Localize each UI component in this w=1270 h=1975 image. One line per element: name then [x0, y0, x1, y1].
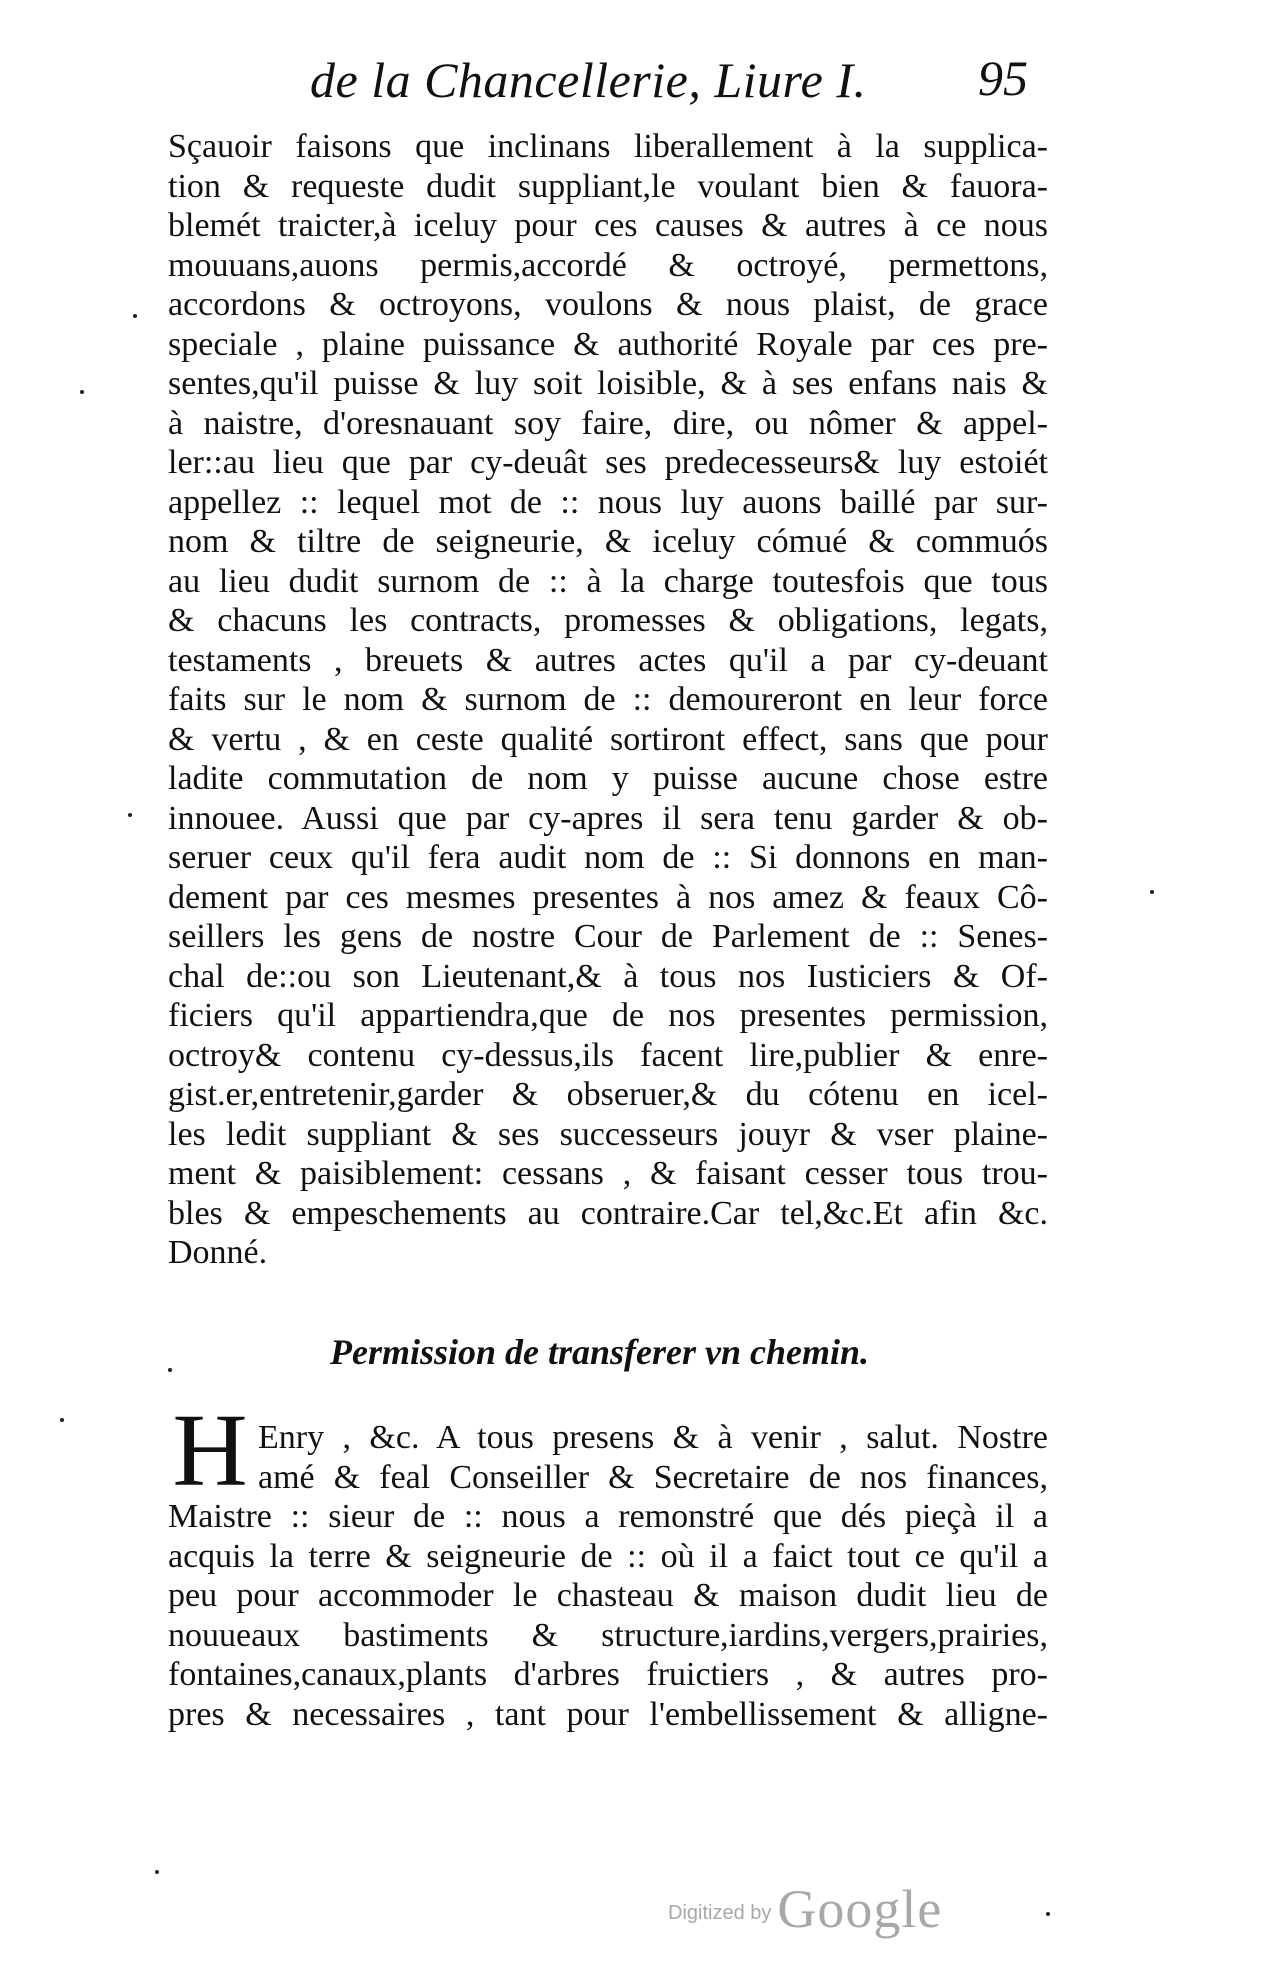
- text-line: innouee. Aussi que par cy-apres il sera tenu garder & ob-: [168, 799, 1048, 837]
- ink-speck: [133, 314, 137, 318]
- text-line: Sçauoir faisons que inclinans liberallement à la supplica-: [168, 128, 1048, 165]
- ink-speck: [128, 813, 132, 817]
- text-line: ladite commutation de nom y puisse aucune chose estre: [168, 760, 1048, 797]
- text-line: ment & paisiblement: cessans , & faisant cesser tous trou-: [168, 1155, 1048, 1192]
- text-line: à naistre, d'oresnauant soy faire, dire, ou nômer & appel-: [168, 404, 1048, 442]
- page-number: 95: [978, 50, 1028, 106]
- text-line: octroy& contenu cy-dessus,ils facent lire,publier & enre-: [168, 1036, 1048, 1074]
- ink-speck: [1150, 890, 1154, 894]
- text-line: fontaines,canaux,plants d'arbres fruictiers , & autres pro-: [168, 1656, 1048, 1693]
- running-title: de la Chancellerie, Liure I.: [310, 52, 867, 108]
- ink-speck: [60, 1418, 64, 1422]
- text-line: & vertu , & en ceste qualité sortiront effect, sans que pour: [168, 720, 1048, 758]
- text-line: faits sur le nom & surnom de :: demoureront en leur force: [168, 681, 1048, 718]
- text-line: seruer ceux qu'il fera audit nom de :: Si donnons en man-: [168, 839, 1048, 876]
- text-line: nom & tiltre de seigneurie, & iceluy cómué & commuós: [168, 523, 1048, 560]
- text-line: au lieu dudit surnom de :: à la charge toutesfois que tous: [168, 562, 1048, 600]
- text-line: pres & necessaires , tant pour l'embellissement & alligne-: [168, 1695, 1048, 1733]
- text-line: Donné.: [168, 1234, 268, 1271]
- text-line: & chacuns les contracts, promesses & obligations, legats,: [168, 602, 1048, 639]
- ink-speck: [1046, 1912, 1050, 1916]
- text-line: chal de::ou son Lieutenant,& à tous nos Iusticiers & Of-: [168, 957, 1048, 995]
- text-line: gist.er,entretenir,garder & obseruer,& du cótenu en icel-: [168, 1076, 1048, 1113]
- text-line: peu pour accommoder le chasteau & maison dudit lieu de: [168, 1577, 1048, 1614]
- digitized-watermark: [668, 1878, 1028, 1948]
- text-line: testaments , breuets & autres actes qu'il a par cy-deuant: [168, 641, 1048, 679]
- text-line: accordons & octroyons, voulons & nous plaist, de grace: [168, 286, 1048, 323]
- text-line: blemét traicter,à iceluy pour ces causes & autres à ce nous: [168, 207, 1048, 244]
- watermark-caption: Digitized by: [668, 1902, 772, 1924]
- google-logo: Google: [777, 1879, 943, 1939]
- ink-speck: [168, 1368, 172, 1372]
- text-line: sentes,qu'il puisse & luy soit loisible, & à ses enfans nais &: [168, 365, 1048, 402]
- ink-speck: [80, 390, 84, 394]
- text-line: mouuans,auons permis,accordé & octroyé, permettons,: [168, 246, 1048, 284]
- paragraph-2-opening: [258, 1418, 1048, 1497]
- text-line: tion & requeste dudit suppliant,le voulant bien & fauora-: [168, 167, 1048, 205]
- paragraph-2: [168, 1497, 1048, 1734]
- text-line: speciale , plaine puissance & authorité Royale par ces pre-: [168, 325, 1048, 363]
- text-line: nouueaux bastiments & structure,iardins,vergers,prairies,: [168, 1616, 1048, 1654]
- text-line: dement par ces mesmes presentes à nos amez & feaux Cô-: [168, 878, 1048, 916]
- text-line: ficiers qu'il appartiendra,que de nos presentes permission,: [168, 997, 1048, 1034]
- text-line: ler::au lieu que par cy-deuât ses predecesseurs& luy estoiét: [168, 444, 1048, 481]
- ink-speck: [155, 1870, 159, 1874]
- text-line: Maistre :: sieur de :: nous a remonstré que dés pieçà il a: [168, 1498, 1048, 1535]
- drop-cap: H: [172, 1393, 248, 1508]
- text-line: acquis la terre & seigneurie de :: où il a faict tout ce qu'il a: [168, 1537, 1048, 1575]
- text-line: amé & feal Conseiller & Secretaire de nos finances,: [258, 1458, 1048, 1496]
- text-line: appellez :: lequel mot de :: nous luy auons baillé par sur-: [168, 483, 1048, 521]
- paragraph-1: [168, 127, 1048, 1273]
- text-line: les ledit suppliant & ses successeurs jouyr & vser plaine-: [168, 1115, 1048, 1153]
- text-line: seillers les gens de nostre Cour de Parlement de :: Senes-: [168, 918, 1048, 955]
- text-line: bles & empeschements au contraire.Car tel,&c.Et afin &c.: [168, 1194, 1048, 1232]
- text-line: Enry , &c. A tous presens & à venir , salut. Nostre: [258, 1419, 1048, 1456]
- section-title: Permission de transferer vn chemin.: [330, 1332, 870, 1372]
